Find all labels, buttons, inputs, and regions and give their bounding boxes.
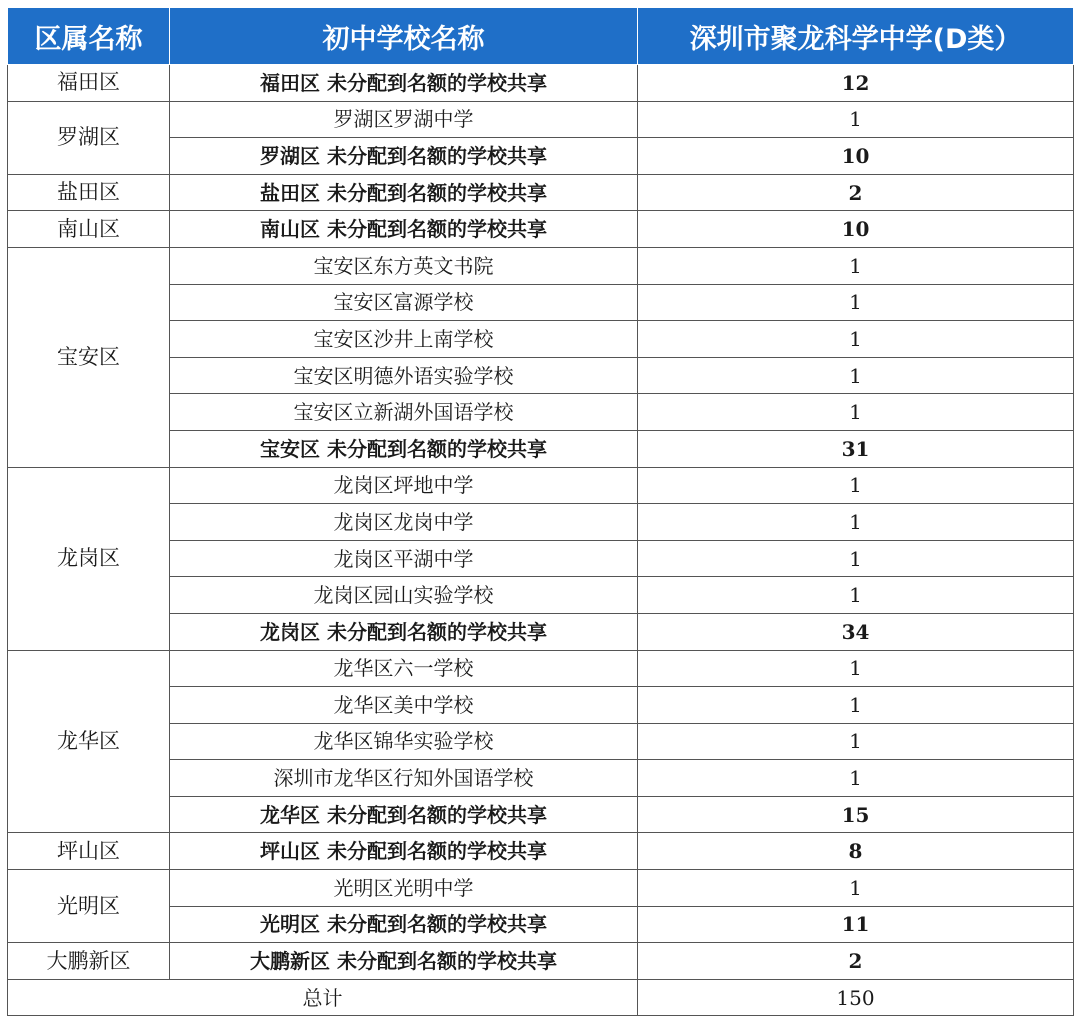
table-header bbox=[8, 8, 1074, 65]
school-cell: 龙岗区龙岗中学 bbox=[170, 504, 638, 541]
school-cell: 龙岗区坪地中学 bbox=[170, 467, 638, 504]
school-cell: 罗湖区 未分配到名额的学校共享 bbox=[170, 138, 638, 175]
school-cell: 坪山区 未分配到名额的学校共享 bbox=[170, 833, 638, 870]
table-footer bbox=[8, 979, 1074, 1016]
district-cell: 南山区 bbox=[8, 211, 170, 248]
quota-cell: 10 bbox=[638, 138, 1074, 175]
school-cell: 龙岗区 未分配到名额的学校共享 bbox=[170, 613, 638, 650]
school-cell: 龙华区 未分配到名额的学校共享 bbox=[170, 796, 638, 833]
quota-cell: 1 bbox=[638, 650, 1074, 687]
header-row bbox=[8, 8, 1074, 65]
quota-cell: 11 bbox=[638, 906, 1074, 943]
district-cell: 龙华区 bbox=[8, 650, 170, 833]
quota-cell: 1 bbox=[638, 101, 1074, 138]
table-row bbox=[8, 943, 1074, 980]
table-row bbox=[8, 870, 1074, 907]
quota-cell: 1 bbox=[638, 247, 1074, 284]
district-cell: 福田区 bbox=[8, 65, 170, 102]
district-cell: 盐田区 bbox=[8, 174, 170, 211]
school-cell: 宝安区明德外语实验学校 bbox=[170, 357, 638, 394]
table-row bbox=[8, 65, 1074, 102]
district-cell: 宝安区 bbox=[8, 247, 170, 467]
district-cell: 光明区 bbox=[8, 870, 170, 943]
quota-cell: 1 bbox=[638, 723, 1074, 760]
quota-cell: 31 bbox=[638, 430, 1074, 467]
quota-cell: 1 bbox=[638, 687, 1074, 724]
school-cell: 宝安区东方英文书院 bbox=[170, 247, 638, 284]
school-cell: 罗湖区罗湖中学 bbox=[170, 101, 638, 138]
quota-cell: 1 bbox=[638, 284, 1074, 321]
quota-cell: 1 bbox=[638, 760, 1074, 797]
school-cell: 光明区光明中学 bbox=[170, 870, 638, 907]
quota-cell: 2 bbox=[638, 174, 1074, 211]
quota-table bbox=[7, 7, 1074, 1016]
school-cell: 光明区 未分配到名额的学校共享 bbox=[170, 906, 638, 943]
quota-cell: 1 bbox=[638, 577, 1074, 614]
header-school: 初中学校名称 bbox=[170, 8, 638, 65]
table-row bbox=[8, 211, 1074, 248]
district-cell: 大鹏新区 bbox=[8, 943, 170, 980]
district-cell: 坪山区 bbox=[8, 833, 170, 870]
school-cell: 福田区 未分配到名额的学校共享 bbox=[170, 65, 638, 102]
quota-cell: 1 bbox=[638, 357, 1074, 394]
school-cell: 宝安区富源学校 bbox=[170, 284, 638, 321]
table-row bbox=[8, 650, 1074, 687]
quota-cell: 1 bbox=[638, 394, 1074, 431]
school-cell: 宝安区立新湖外国语学校 bbox=[170, 394, 638, 431]
quota-cell: 1 bbox=[638, 321, 1074, 358]
district-cell: 罗湖区 bbox=[8, 101, 170, 174]
table-row bbox=[8, 467, 1074, 504]
school-cell: 宝安区 未分配到名额的学校共享 bbox=[170, 430, 638, 467]
quota-cell: 1 bbox=[638, 870, 1074, 907]
school-cell: 南山区 未分配到名额的学校共享 bbox=[170, 211, 638, 248]
district-cell: 龙岗区 bbox=[8, 467, 170, 650]
school-cell: 龙岗区平湖中学 bbox=[170, 540, 638, 577]
quota-cell: 10 bbox=[638, 211, 1074, 248]
school-cell: 龙华区美中学校 bbox=[170, 687, 638, 724]
school-cell: 宝安区沙井上南学校 bbox=[170, 321, 638, 358]
table-row bbox=[8, 247, 1074, 284]
quota-cell: 34 bbox=[638, 613, 1074, 650]
school-cell: 龙华区六一学校 bbox=[170, 650, 638, 687]
quota-cell: 15 bbox=[638, 796, 1074, 833]
header-quota: 深圳市聚龙科学中学(D类） bbox=[638, 8, 1074, 65]
school-cell: 深圳市龙华区行知外国语学校 bbox=[170, 760, 638, 797]
total-label: 总计 bbox=[8, 979, 638, 1016]
table-body bbox=[8, 65, 1074, 980]
table-row bbox=[8, 833, 1074, 870]
table-row bbox=[8, 174, 1074, 211]
quota-cell: 8 bbox=[638, 833, 1074, 870]
quota-cell: 1 bbox=[638, 504, 1074, 541]
table-row bbox=[8, 101, 1074, 138]
quota-cell: 1 bbox=[638, 467, 1074, 504]
school-cell: 盐田区 未分配到名额的学校共享 bbox=[170, 174, 638, 211]
school-cell: 大鹏新区 未分配到名额的学校共享 bbox=[170, 943, 638, 980]
quota-cell: 12 bbox=[638, 65, 1074, 102]
quota-cell: 1 bbox=[638, 540, 1074, 577]
quota-cell: 2 bbox=[638, 943, 1074, 980]
school-cell: 龙岗区园山实验学校 bbox=[170, 577, 638, 614]
total-row bbox=[8, 979, 1074, 1016]
school-cell: 龙华区锦华实验学校 bbox=[170, 723, 638, 760]
total-value: 150 bbox=[638, 979, 1074, 1016]
header-district: 区属名称 bbox=[8, 8, 170, 65]
